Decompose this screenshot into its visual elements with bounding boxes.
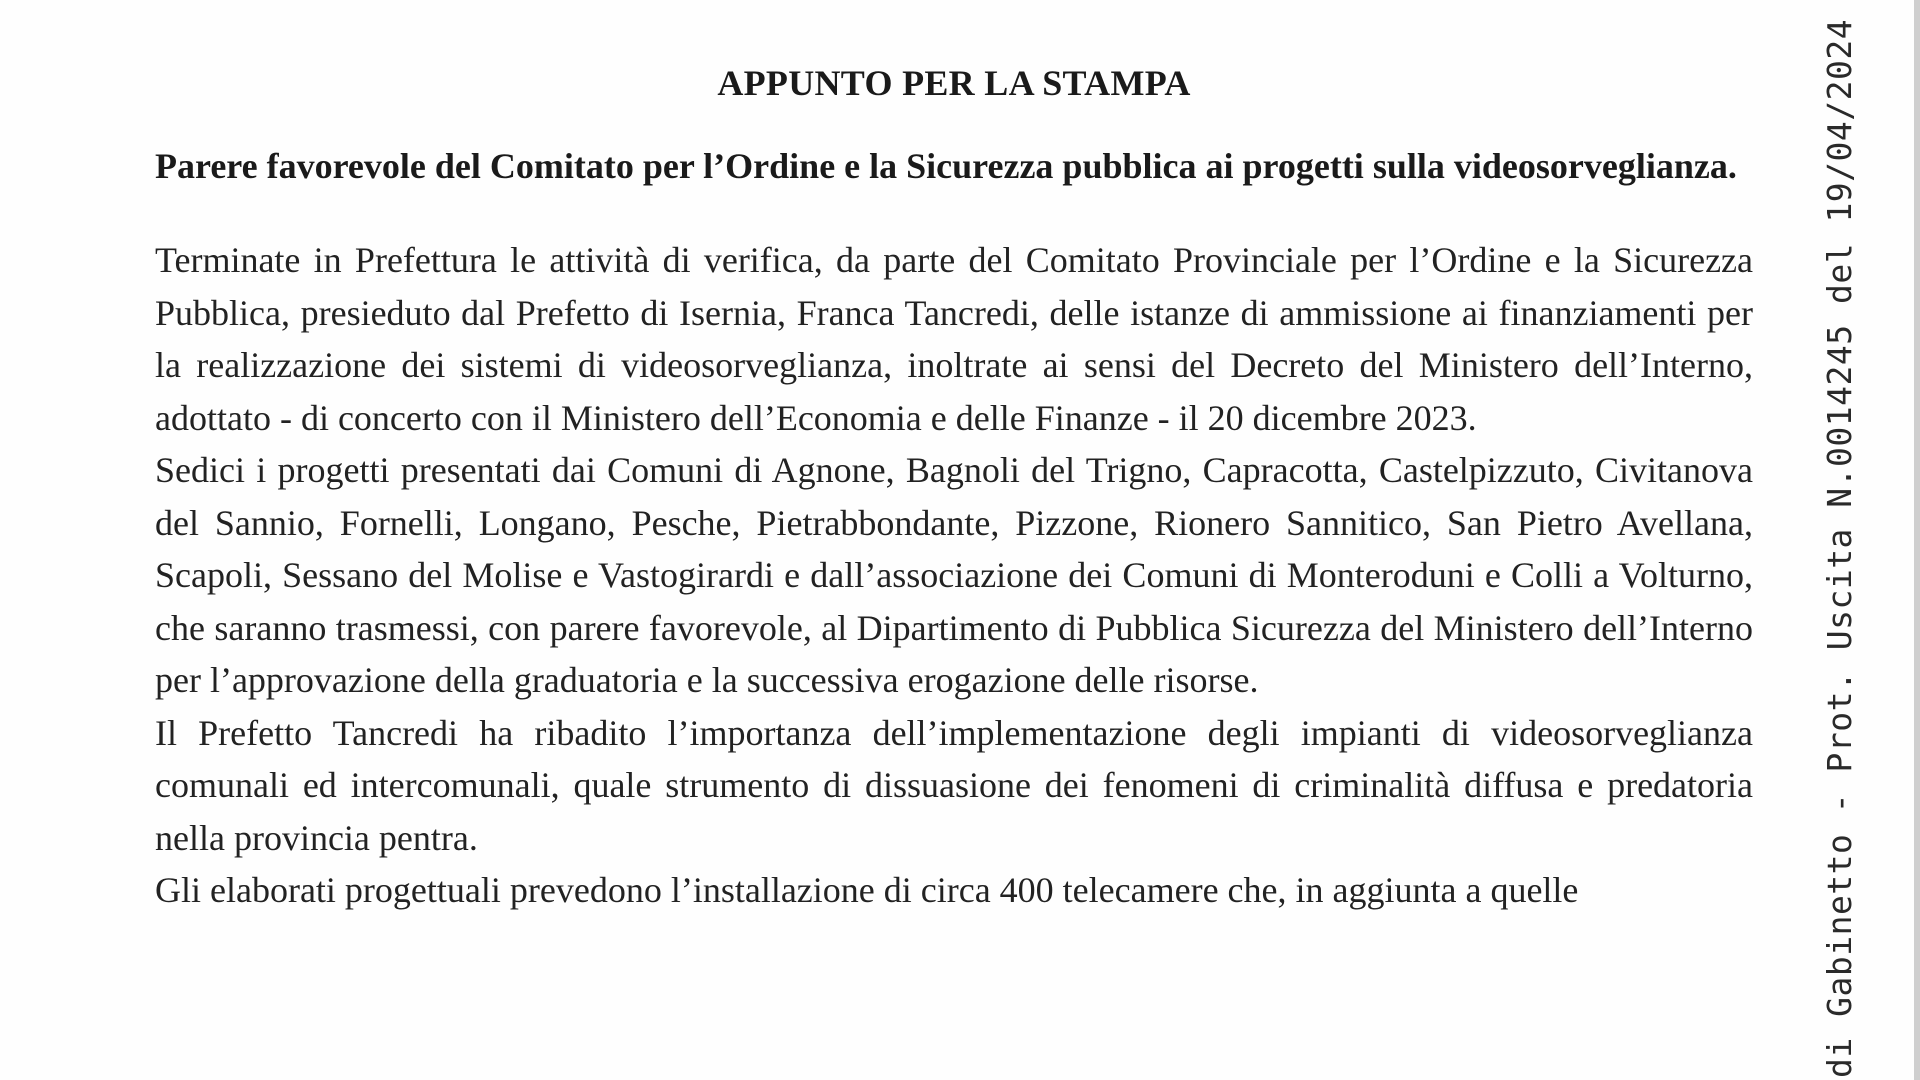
paragraph-cameras: Gli elaborati progettuali prevedono l’installazione di circa 400 telecamere che, in aggiunta a quelle <box>155 870 1579 910</box>
document-title: APPUNTO PER LA STAMPA <box>717 63 1191 103</box>
document-headline: Parere favorevole del Comitato per l’Ordine e la Sicurezza pubblica ai progetti sulla videosorveglianza. <box>155 146 1737 186</box>
paragraph-prefect-statement: Il Prefetto Tancredi ha ribadito l’importanza dell’implementazione degli impianti di videosorveglianza comunali ed intercomunali, quale strumento di dissuasione dei fenomeni di criminalità diffusa e predatoria nella provincia pentra. <box>155 712 1753 858</box>
protocol-stamp: di Gabinetto - Prot. Uscita N.0014245 del 19/04/2024 <box>1820 18 1859 1078</box>
paragraph-verification: Terminate in Prefettura le attività di verifica, da parte del Comitato Provinciale per l’Ordine e la Sicurezza Pubblica, presieduto dal Prefetto di Isernia, Franca Tancredi, delle istanze di ammissione ai finanziamenti per la realizzazione dei sistemi di videosorveglianza, inoltrate ai sensi del Decreto del Ministero dell’Interno, adottato - di concerto con il Ministero dell’Economia e delle Finanze - il 20 dicembre 2023. <box>155 240 1753 438</box>
document-body <box>155 62 1753 917</box>
scrollbar-thumb[interactable] <box>1914 0 1920 1080</box>
vertical-scrollbar[interactable] <box>1914 0 1920 1080</box>
paragraph-projects: Sedici i progetti presentati dai Comuni di Agnone, Bagnoli del Trigno, Capracotta, Castelpizzuto, Civitanova del Sannio, Fornelli, Longano, Pesche, Pietrabbondante, Pizzone, Rionero Sannitico, San Pietro Avellana, Scapoli, Sessano del Molise e Vastogirardi e dall’associazione dei Comuni di Monteroduni e Colli a Volturno, che saranno trasmessi, con parere favorevole, al Dipartimento di Pubblica Sicurezza del Ministero dell’Interno per l’approvazione della graduatoria e la successiva erogazione delle risorse. <box>155 450 1753 700</box>
